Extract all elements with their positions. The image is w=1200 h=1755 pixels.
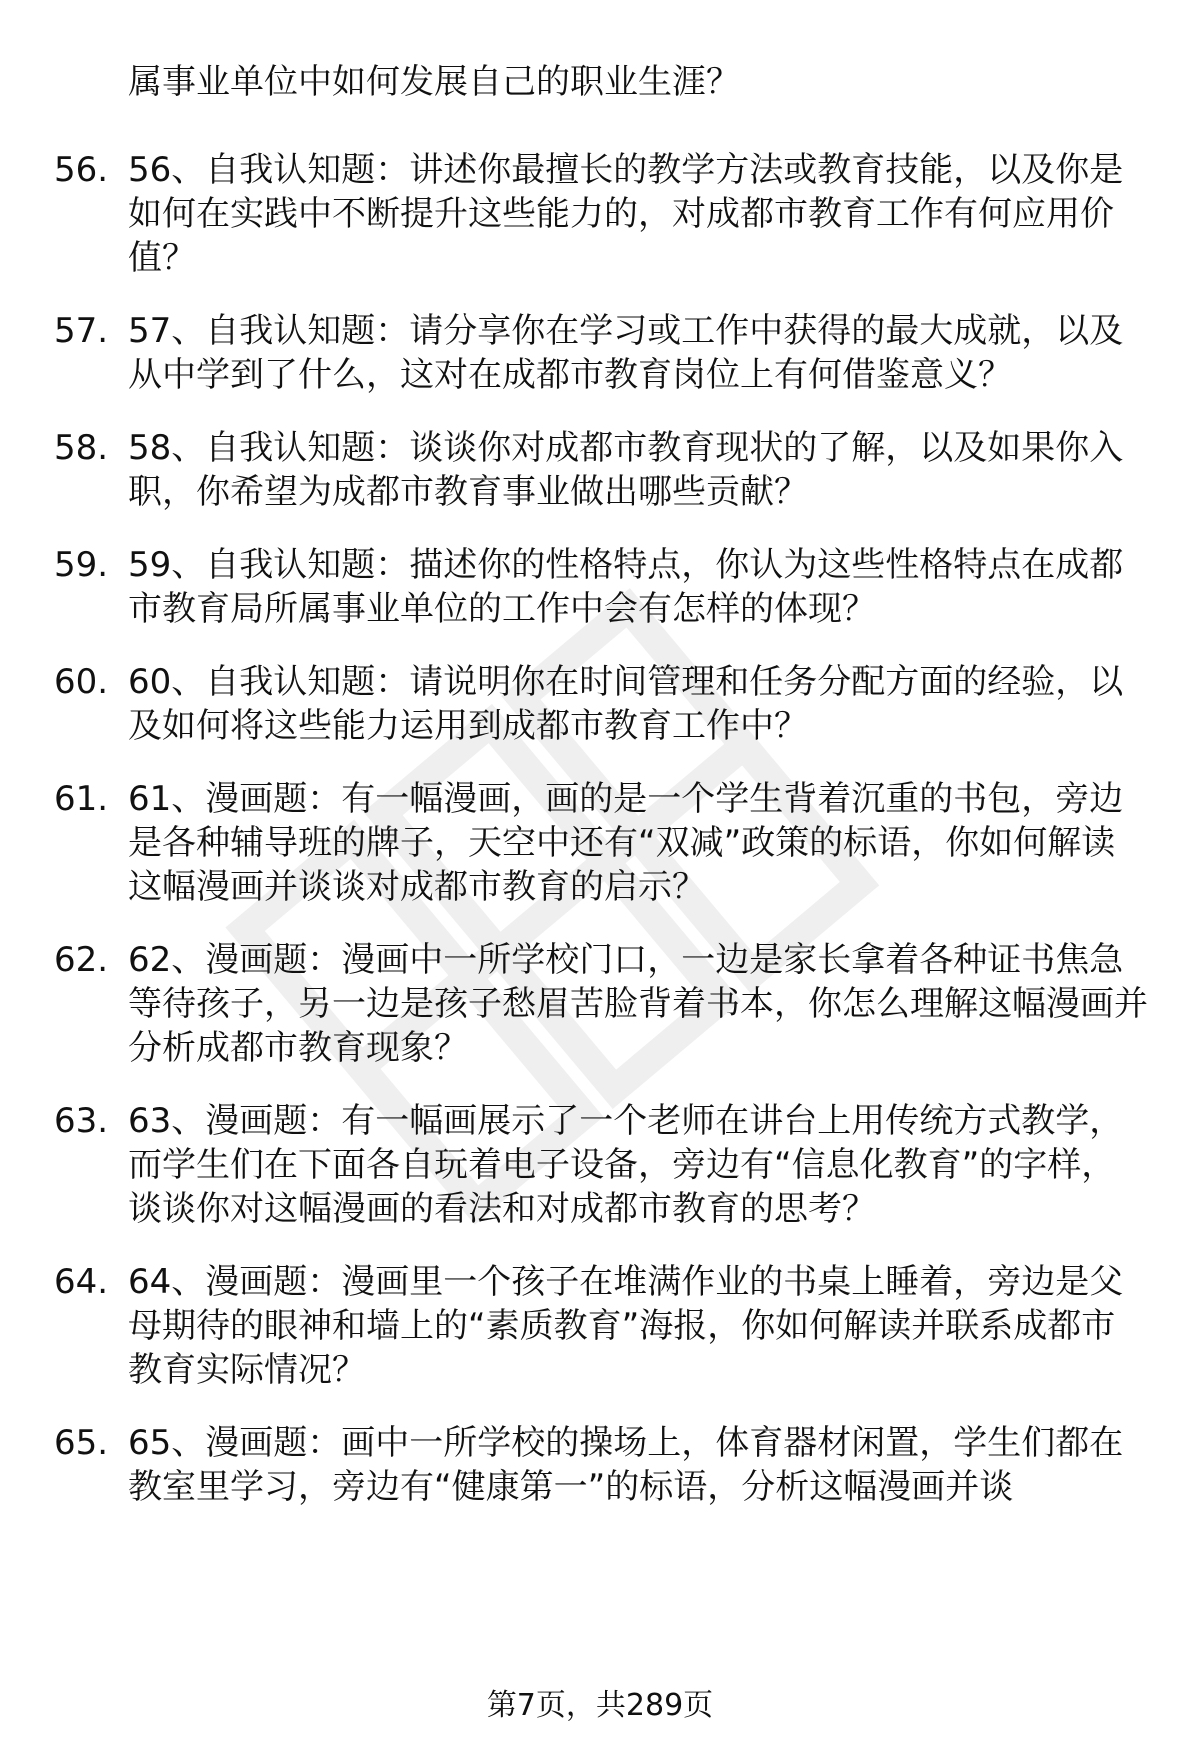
question-text: 59、自我认知题：描述你的性格特点，你认为这些性格特点在成都市教育局所属事业单位的工作中会有怎样的体现？	[128, 545, 1124, 629]
question-text: 56、自我认知题：讲述你最擅长的教学方法或教育技能，以及你是如何在实践中不断提升这些能力的，对成都市教育工作有何应用价值？	[128, 150, 1124, 278]
list-item	[0, 938, 1148, 1070]
question-number: 56.	[54, 150, 109, 190]
list-item	[0, 1421, 1148, 1509]
question-text: 63、漫画题：有一幅画展示了一个老师在讲台上用传统方式教学，而学生们在下面各自玩着电子设备，旁边有“信息化教育”的字样，谈谈你对这幅漫画的看法和对成都市教育的思考？	[128, 1101, 1124, 1229]
question-number: 63.	[54, 1101, 109, 1141]
question-text: 61、漫画题：有一幅漫画，画的是一个学生背着沉重的书包，旁边是各种辅导班的牌子，天空中还有“双减”政策的标语，你如何解读这幅漫画并谈谈对成都市教育的启示？	[128, 779, 1124, 907]
page-footer: 第7页，共289页	[486, 1688, 714, 1723]
list-item	[0, 426, 1148, 514]
list-item	[0, 148, 1148, 280]
question-text: 60、自我认知题：请说明你在时间管理和任务分配方面的经验，以及如何将这些能力运用到成都市教育工作中？	[128, 662, 1124, 746]
list-item	[0, 777, 1148, 909]
question-number: 60.	[54, 662, 109, 702]
list-item	[0, 1260, 1148, 1392]
question-text: 58、自我认知题：谈谈你对成都市教育现状的了解，以及如果你入职，你希望为成都市教育事业做出哪些贡献？	[128, 428, 1124, 512]
question-list	[0, 148, 1200, 1538]
list-item	[0, 660, 1148, 748]
list-item	[0, 309, 1148, 397]
question-number: 58.	[54, 428, 109, 468]
continuation-text: 属事业单位中如何发展自己的职业生涯？	[128, 62, 740, 102]
question-number: 62.	[54, 940, 109, 980]
question-number: 61.	[54, 779, 109, 819]
question-number: 59.	[54, 545, 109, 585]
question-text: 57、自我认知题：请分享你在学习或工作中获得的最大成就，以及从中学到了什么，这对在成都市教育岗位上有何借鉴意义？	[128, 311, 1124, 395]
question-number: 64.	[54, 1262, 109, 1302]
question-text: 64、漫画题：漫画里一个孩子在堆满作业的书桌上睡着，旁边是父母期待的眼神和墙上的“素质教育”海报，你如何解读并联系成都市教育实际情况？	[128, 1262, 1124, 1390]
question-number: 65.	[54, 1423, 109, 1463]
list-item	[0, 543, 1148, 631]
question-text: 62、漫画题：漫画中一所学校门口，一边是家长拿着各种证书焦急等待孩子，另一边是孩子愁眉苦脸背着书本，你怎么理解这幅漫画并分析成都市教育现象？	[128, 940, 1148, 1068]
list-item	[0, 1099, 1148, 1231]
question-text: 65、漫画题：画中一所学校的操场上，体育器材闲置，学生们都在教室里学习，旁边有“健康第一”的标语，分析这幅漫画并谈	[128, 1423, 1124, 1507]
question-number: 57.	[54, 311, 109, 351]
